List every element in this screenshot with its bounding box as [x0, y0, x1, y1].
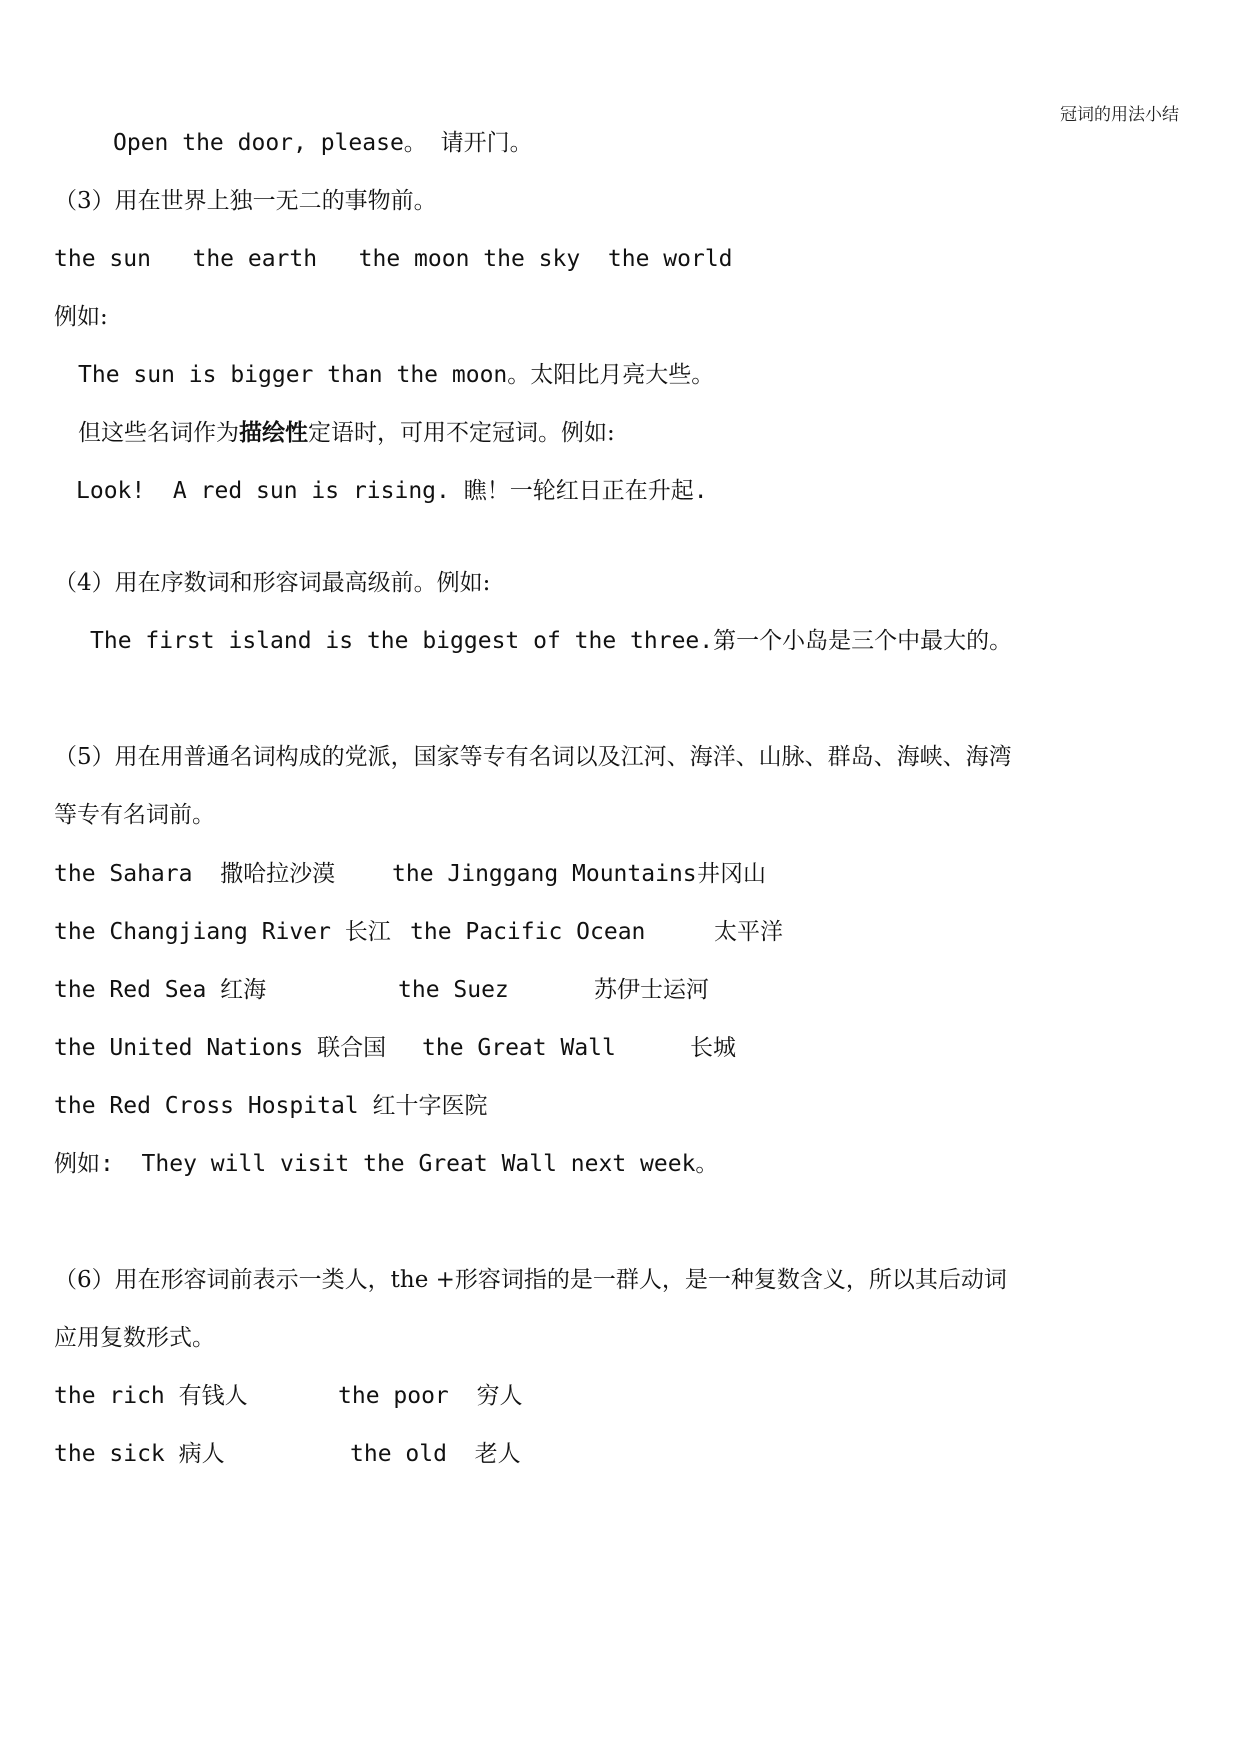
proper-noun-left: the Red Sea 红海	[54, 977, 267, 1003]
descriptive-note-prefix: 但这些名词作为	[78, 420, 239, 446]
rule-6-heading-line-1: （6）用在形容词前表示一类人，the +形容词指的是一群人，是一种复数含义，所以其后动词	[54, 1267, 1007, 1293]
unique-nouns-list: the sun the earth the moon the sky the world	[54, 246, 733, 272]
proper-noun-right: 苏伊士运河	[594, 977, 709, 1003]
adjective-group-right: the poor 穷人	[338, 1383, 523, 1409]
page-header-title: 冠词的用法小结	[1060, 105, 1179, 125]
proper-noun-mid: the Pacific Ocean	[410, 919, 646, 945]
example-label: 例如:	[54, 304, 108, 330]
proper-noun-mid: the Jinggang Mountains	[392, 861, 697, 887]
proper-noun-left: the Red Cross Hospital 红十字医院	[54, 1093, 488, 1119]
proper-noun-right: 长城	[690, 1035, 736, 1061]
adjective-group-left: the rich 有钱人	[54, 1383, 248, 1409]
proper-noun-right: 井冈山	[697, 861, 766, 887]
rule-5-heading-line-2: 等专有名词前。	[54, 802, 215, 828]
first-island-example: The first island is the biggest of the three.第一个小岛是三个中最大的。	[90, 628, 1013, 654]
proper-noun-left: the United Nations 联合国	[54, 1035, 387, 1061]
sun-moon-example: The sun is bigger than the moon。太阳比月亮大些。	[78, 362, 715, 388]
proper-noun-right: 太平洋	[714, 919, 783, 945]
descriptive-note-emphasis: 描绘性	[239, 419, 308, 446]
descriptive-note-suffix: 定语时，可用不定冠词。例如:	[308, 420, 615, 446]
rule-4-heading: （4）用在序数词和形容词最高级前。例如:	[54, 570, 491, 596]
adjective-group-left: the sick 病人	[54, 1441, 225, 1467]
rule-5-heading-line-1: （5）用在用普通名词构成的党派，国家等专有名词以及江河、海洋、山脉、群岛、海峡、海湾	[54, 744, 1012, 770]
proper-noun-left: the Sahara 撒哈拉沙漠	[54, 861, 336, 887]
great-wall-example: 例如: They will visit the Great Wall next week。	[54, 1151, 719, 1177]
descriptive-note	[78, 417, 615, 449]
red-sun-example: Look! A red sun is rising. 瞧！一轮红日正在升起.	[76, 478, 708, 504]
rule-3-heading: （3）用在世界上独一无二的事物前。	[54, 188, 437, 214]
adjective-group-right: the old 老人	[350, 1441, 521, 1467]
rule-6-heading-line-2: 应用复数形式。	[54, 1325, 215, 1351]
proper-noun-mid: the Great Wall	[422, 1035, 616, 1061]
proper-noun-left: the Changjiang River 长江	[54, 919, 391, 945]
proper-noun-mid: the Suez	[398, 977, 509, 1003]
open-door-example: Open the door, please。 请开门。	[113, 130, 533, 156]
